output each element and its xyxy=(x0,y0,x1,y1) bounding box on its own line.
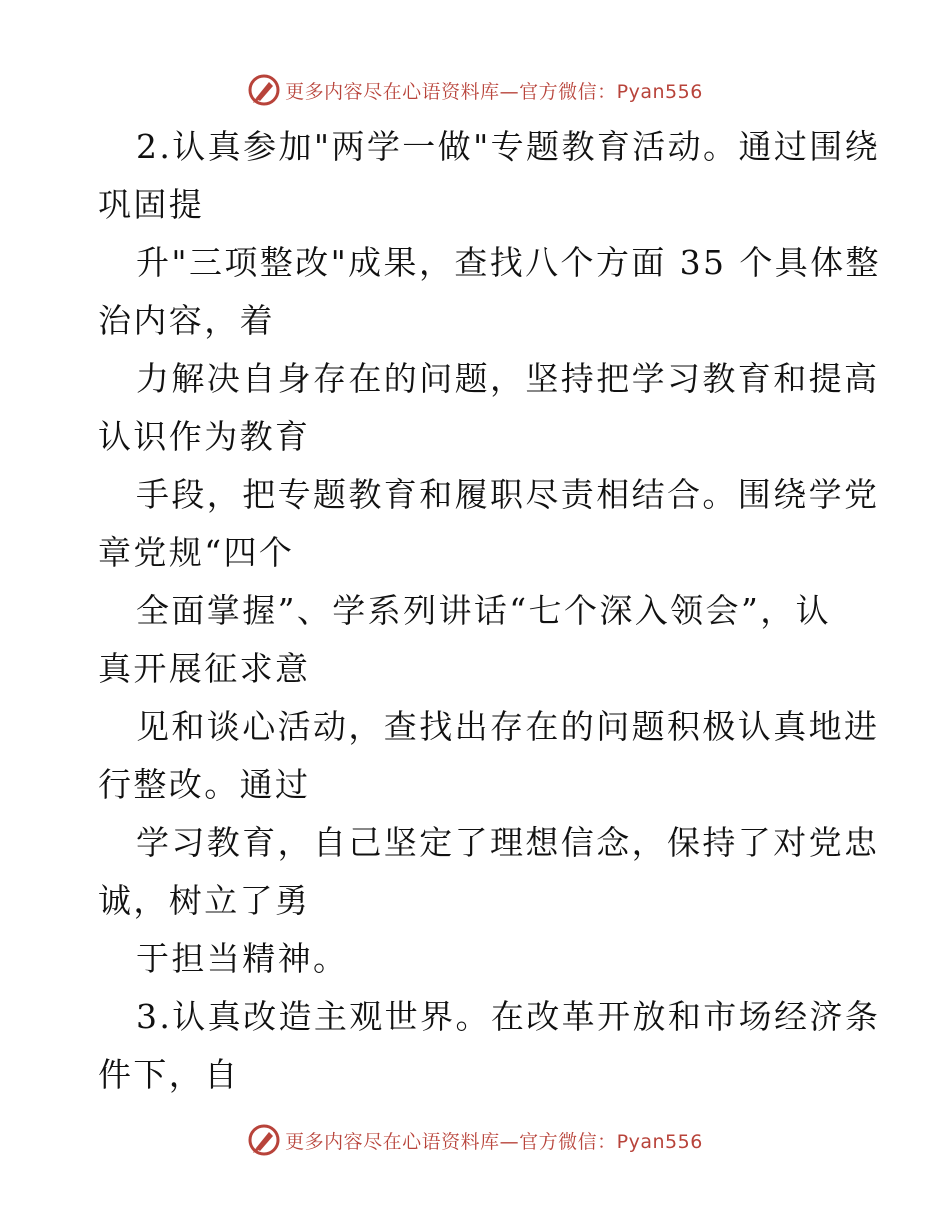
body-line: 见和谈心活动，查找出存在的问题积极认真地进 xyxy=(136,707,880,746)
body-line: 认识作为教育 xyxy=(98,417,311,456)
body-line: 手段，把专题教育和履职尽责相结合。围绕学党 xyxy=(136,475,880,514)
body-line: 章党规“四个 xyxy=(98,533,295,572)
pen-nib-logo-icon xyxy=(247,73,281,107)
footer-watermark-banner xyxy=(0,1120,950,1160)
body-line: 于担当精神。 xyxy=(136,939,349,978)
body-line: 治内容，着 xyxy=(98,301,275,340)
body-line: 巩固提 xyxy=(98,185,205,224)
footer-banner-text: 更多内容尽在心语资料库—官方微信：Pyan556 xyxy=(285,1130,703,1153)
body-line: 真开展征求意 xyxy=(98,649,311,688)
pen-nib-logo-icon xyxy=(247,1123,281,1157)
body-line: 全面掌握”、学系列讲话“七个深入领会”，认 xyxy=(136,591,832,630)
header-banner-text: 更多内容尽在心语资料库—官方微信：Pyan556 xyxy=(285,80,703,103)
body-line: 诚，树立了勇 xyxy=(98,881,311,920)
body-line: 3.认真改造主观世界。在改革开放和市场经济条 xyxy=(136,997,881,1036)
body-line: 2.认真参加"两学一做"专题教育活动。通过围绕 xyxy=(136,127,881,166)
body-line: 学习教育，自己坚定了理想信念，保持了对党忠 xyxy=(136,823,880,862)
header-watermark-banner xyxy=(0,70,950,110)
document-body xyxy=(98,118,881,1104)
body-line: 升"三项整改"成果，查找八个方面 35 个具体整 xyxy=(136,243,881,282)
body-line: 行整改。通过 xyxy=(98,765,311,804)
body-line: 力解决自身存在的问题，坚持把学习教育和提高 xyxy=(136,359,880,398)
body-line: 件下，自 xyxy=(98,1055,240,1094)
